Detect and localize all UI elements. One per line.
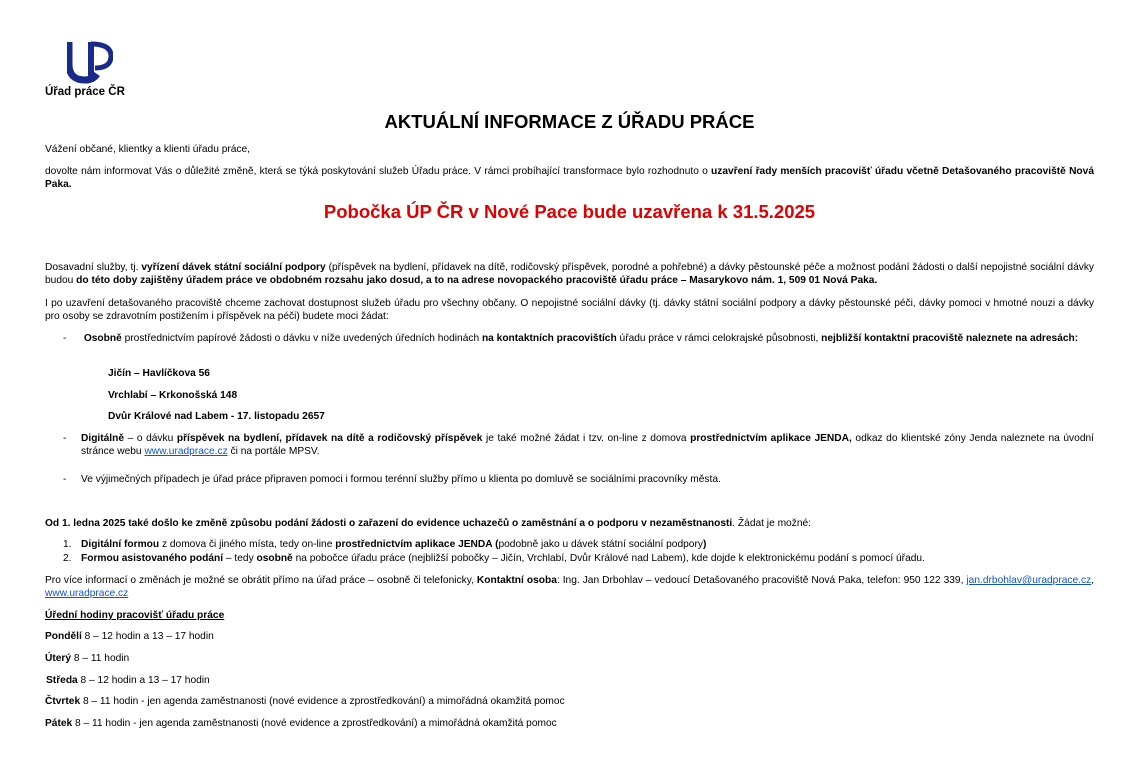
text: – tedy [223, 553, 257, 564]
bullet-digital [81, 432, 1094, 459]
up-logo-icon [67, 40, 113, 84]
text: – o dávku [124, 433, 177, 444]
text: prostřednictvím papírové žádosti o dávku v níže uvedených úředních hodinách [121, 333, 482, 344]
day-label: Pondělí [45, 631, 82, 642]
bold-text: Formou asistovaného podání [81, 553, 224, 564]
day-label: Úterý [45, 653, 72, 664]
text: úřadu práce v rámci celokrajské působnosti, [616, 333, 822, 344]
hours-text: 8 – 11 hodin [71, 653, 130, 664]
day-label: Středa [46, 675, 78, 686]
logo-text: Úřad práce ČR [45, 86, 125, 98]
text: na pobočce úřadu práce (nejbližší pobočky – Jičín, Vrchlabí, Dvůr Králové nad Labem), kde dojde k elektronickému podání s pomocí úřadu. [292, 553, 925, 564]
uradprace-link[interactable]: www.uradprace.cz [45, 588, 129, 600]
text: Dosavadní služby, tj. [45, 262, 142, 273]
list-number: 2. [63, 553, 72, 564]
bold-text: uzavření řady menších pracovišť úřadu včetně Detašovaného pracoviště Nová Paka. [45, 166, 1094, 191]
bold-text: ) [702, 539, 707, 550]
bold-text: nejbližší kontaktní pracoviště naleznete na adresách: [821, 333, 1079, 344]
bold-text: do této doby zajištěny úřadem práce ve obdobném rozsahu jako dosud, a to na adrese novopackého pracoviště úřadu práce – Masarykovo nám. 1, 509 01 Nová Paka. [76, 275, 878, 287]
services-paragraph [45, 261, 1094, 288]
hours-row-tuesday [45, 652, 1094, 665]
address-jicin: Jičín – Havlíčkova 56 [108, 368, 210, 379]
hours-row-wednesday [46, 674, 1095, 687]
bold-text: na kontaktních pracovištích [481, 333, 617, 344]
address-vrchlabi: Vrchlabí – Krkonošská 148 [108, 390, 238, 401]
unemployment-paragraph [45, 517, 1094, 530]
text: Pro více informací o změnách je možné se obrátit přímo na úřad práce – osobně či telefonicky, [45, 575, 477, 586]
availability-paragraph: I po uzavření detašovaného pracoviště chceme zachovat dostupnost služeb úřadu pro všechny občany. O nepojistné sociální dávky (tj. dávky státní sociální podpory a dávky pěstounské péči, dávky pomoci v hmotné nouzi a dávky pro osoby se zdravotním postižením i příspěvek na péči) budete moci žádat: [45, 298, 1094, 323]
bullet-field-service: Ve výjimečných případech je úřad práce připraven pomoci i formou terénní služby přímo u klienta po domluvě se sociálními pracovníky města. [81, 474, 721, 485]
bullet-dash: - [63, 433, 67, 444]
bold-text: Digitální formou [81, 539, 160, 550]
bold-text: vyřízení dávek státní sociální podpory [141, 262, 326, 273]
text: odkaz do klientské zóny Jenda naleznete na úvodní stránce webu [81, 433, 1094, 458]
bullet-in-person [81, 332, 1094, 345]
option-assisted [81, 552, 1094, 565]
page-title: AKTUÁLNÍ INFORMACE Z ÚŘADU PRÁCE [384, 111, 755, 132]
text: (příspěvek na bydlení, přídavek na dítě, rodičovský příspěvek, porodné a pohřebné) a dávky pěstounské péče a možnost podání žádosti o další nepojistné sociální dávky budou [45, 262, 1095, 287]
hours-row-monday [45, 630, 1094, 643]
email-link[interactable]: jan.drbohlav@uradprace.cz [966, 575, 1092, 586]
bullet-dash: - [63, 333, 67, 344]
day-label: Pátek [45, 718, 73, 729]
hours-row-thursday [45, 695, 1094, 708]
bold-text: prostřednictvím aplikace JENDA ( [335, 539, 499, 550]
text: je také možné žádat i tzv. on-line z domova [482, 433, 691, 444]
bold-text: příspěvek na bydlení, přídavek na dítě a rodičovský příspěvek [176, 433, 483, 444]
logo [45, 40, 135, 102]
intro-paragraph [45, 165, 1094, 192]
contact-paragraph [45, 574, 1094, 601]
hours-text: 8 – 12 hodin a 13 – 17 hodin [81, 631, 214, 642]
address-dvur-kralove: Dvůr Králové nad Labem - 17. listopadu 2657 [108, 411, 325, 422]
bold-text: Osobně [83, 333, 122, 344]
text: , [1091, 575, 1095, 586]
bold-text: osobně [256, 553, 293, 564]
bold-text: prostřednictvím aplikace JENDA, [690, 433, 852, 444]
closure-headline: Pobočka ÚP ČR v Nové Pace bude uzavřena k 31.5.2025 [323, 201, 816, 222]
text: dovolte nám informovat Vás o důležité změně, která se týká poskytování služeb Úřadu práce. V rámci probíhající transformace bylo rozhodnuto o [45, 166, 712, 177]
bold-text: Od 1. ledna 2025 také došlo ke změně způsobu podání žádosti o zařazení do evidence uchazečů o zaměstnání a o podporu v nezaměstnanosti [45, 518, 733, 529]
text: podobně jako u dávek státní sociální podpory [498, 539, 703, 550]
hours-row-friday [45, 717, 1094, 730]
hours-text: 8 – 12 hodin a 13 – 17 hodin [77, 675, 210, 686]
hours-title: Úřední hodiny pracovišť úřadu práce [45, 610, 225, 621]
text: . Žádat je možné: [732, 518, 811, 529]
hours-text: 8 – 11 hodin - jen agenda zaměstnanosti (nové evidence a zprostředkování) a mimořádná okamžitá pomoc [72, 718, 557, 729]
option-digital [81, 538, 1094, 551]
text: : Ing. Jan Drbohlav – vedoucí Detašovaného pracoviště Nová Paka, telefon: 950 122 339, [556, 575, 967, 586]
uradprace-link[interactable]: www.uradprace.cz [144, 446, 228, 458]
day-label: Čtvrtek [45, 696, 81, 707]
text: či na portále MPSV. [227, 446, 320, 458]
bold-text: Kontaktní osoba [476, 575, 557, 586]
bold-text: Digitálně [81, 433, 125, 444]
bullet-dash: - [63, 474, 67, 485]
list-number: 1. [63, 539, 72, 550]
text: z domova či jiného místa, tedy on-line [159, 539, 336, 550]
greeting: Vážení občané, klientky a klienti úřadu práce, [45, 144, 251, 155]
hours-text: 8 – 11 hodin - jen agenda zaměstnanosti (nové evidence a zprostředkování) a mimořádná okamžitá pomoc [80, 696, 565, 707]
